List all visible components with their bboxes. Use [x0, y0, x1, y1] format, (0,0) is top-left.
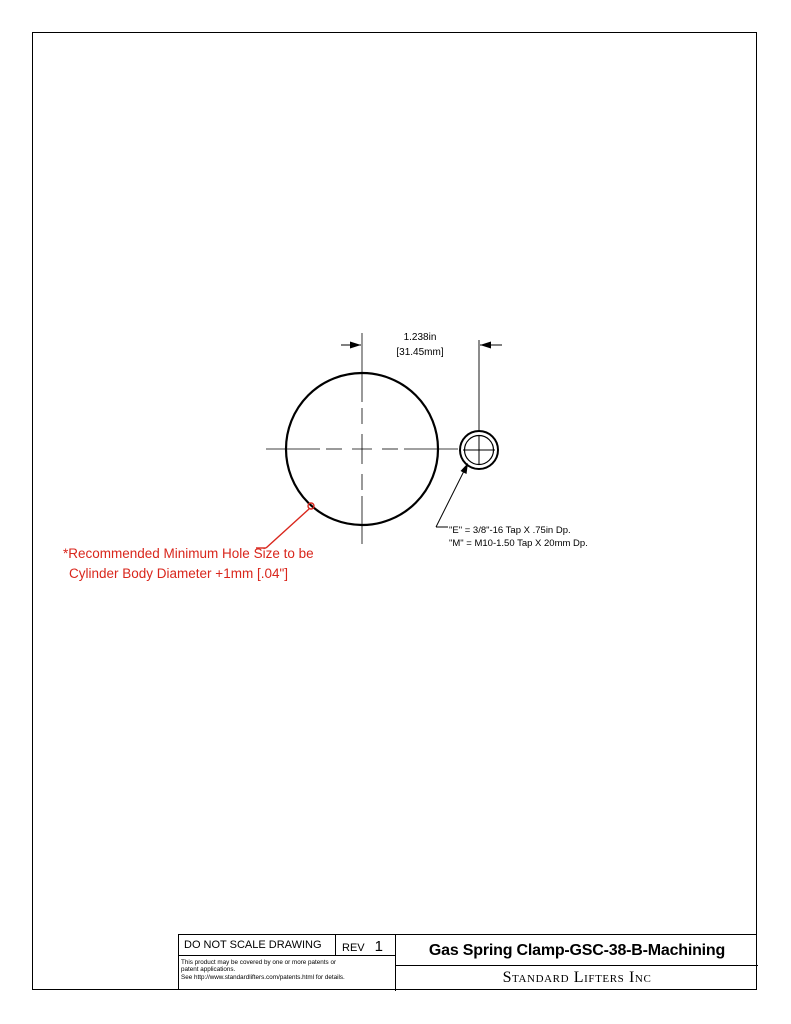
tapped-hole: [460, 340, 498, 469]
patent-line-3: See http://www.standardlifters.com/patents.html for details.: [181, 973, 345, 981]
patent-line-2: patent applications.: [181, 966, 236, 974]
company-name: Standard Lifters Inc: [502, 969, 652, 986]
revision-value: 1: [374, 938, 383, 955]
recommendation-line1: *Recommended Minimum Hole Size to be: [63, 546, 314, 561]
tap-note-m: "M" = M10-1.50 Tap X 20mm Dp.: [449, 538, 588, 549]
revision-label: REV: [342, 942, 365, 954]
dimension-metric: [31.45mm]: [396, 347, 444, 358]
recommendation-line2: Cylinder Body Diameter +1mm [.04"]: [69, 566, 288, 581]
do-not-scale-label: DO NOT SCALE DRAWING: [179, 935, 336, 956]
patent-notice: [179, 956, 396, 991]
tap-leader: [436, 463, 468, 527]
title-block: [178, 934, 757, 990]
revision-cell: [336, 935, 396, 956]
drawing-title: Gas Spring Clamp-GSC-38-B-Machining: [396, 935, 758, 966]
bore-centerlines: [266, 333, 458, 544]
tap-note-e: "E" = 3/8"-16 Tap X .75in Dp.: [449, 525, 571, 536]
dimension-metric-group: [396, 347, 443, 358]
dimension-imperial: 1.238in: [403, 332, 437, 343]
patent-line-1: This product may be covered by one or more patents or: [181, 959, 337, 966]
recommendation-leader: [256, 503, 314, 548]
